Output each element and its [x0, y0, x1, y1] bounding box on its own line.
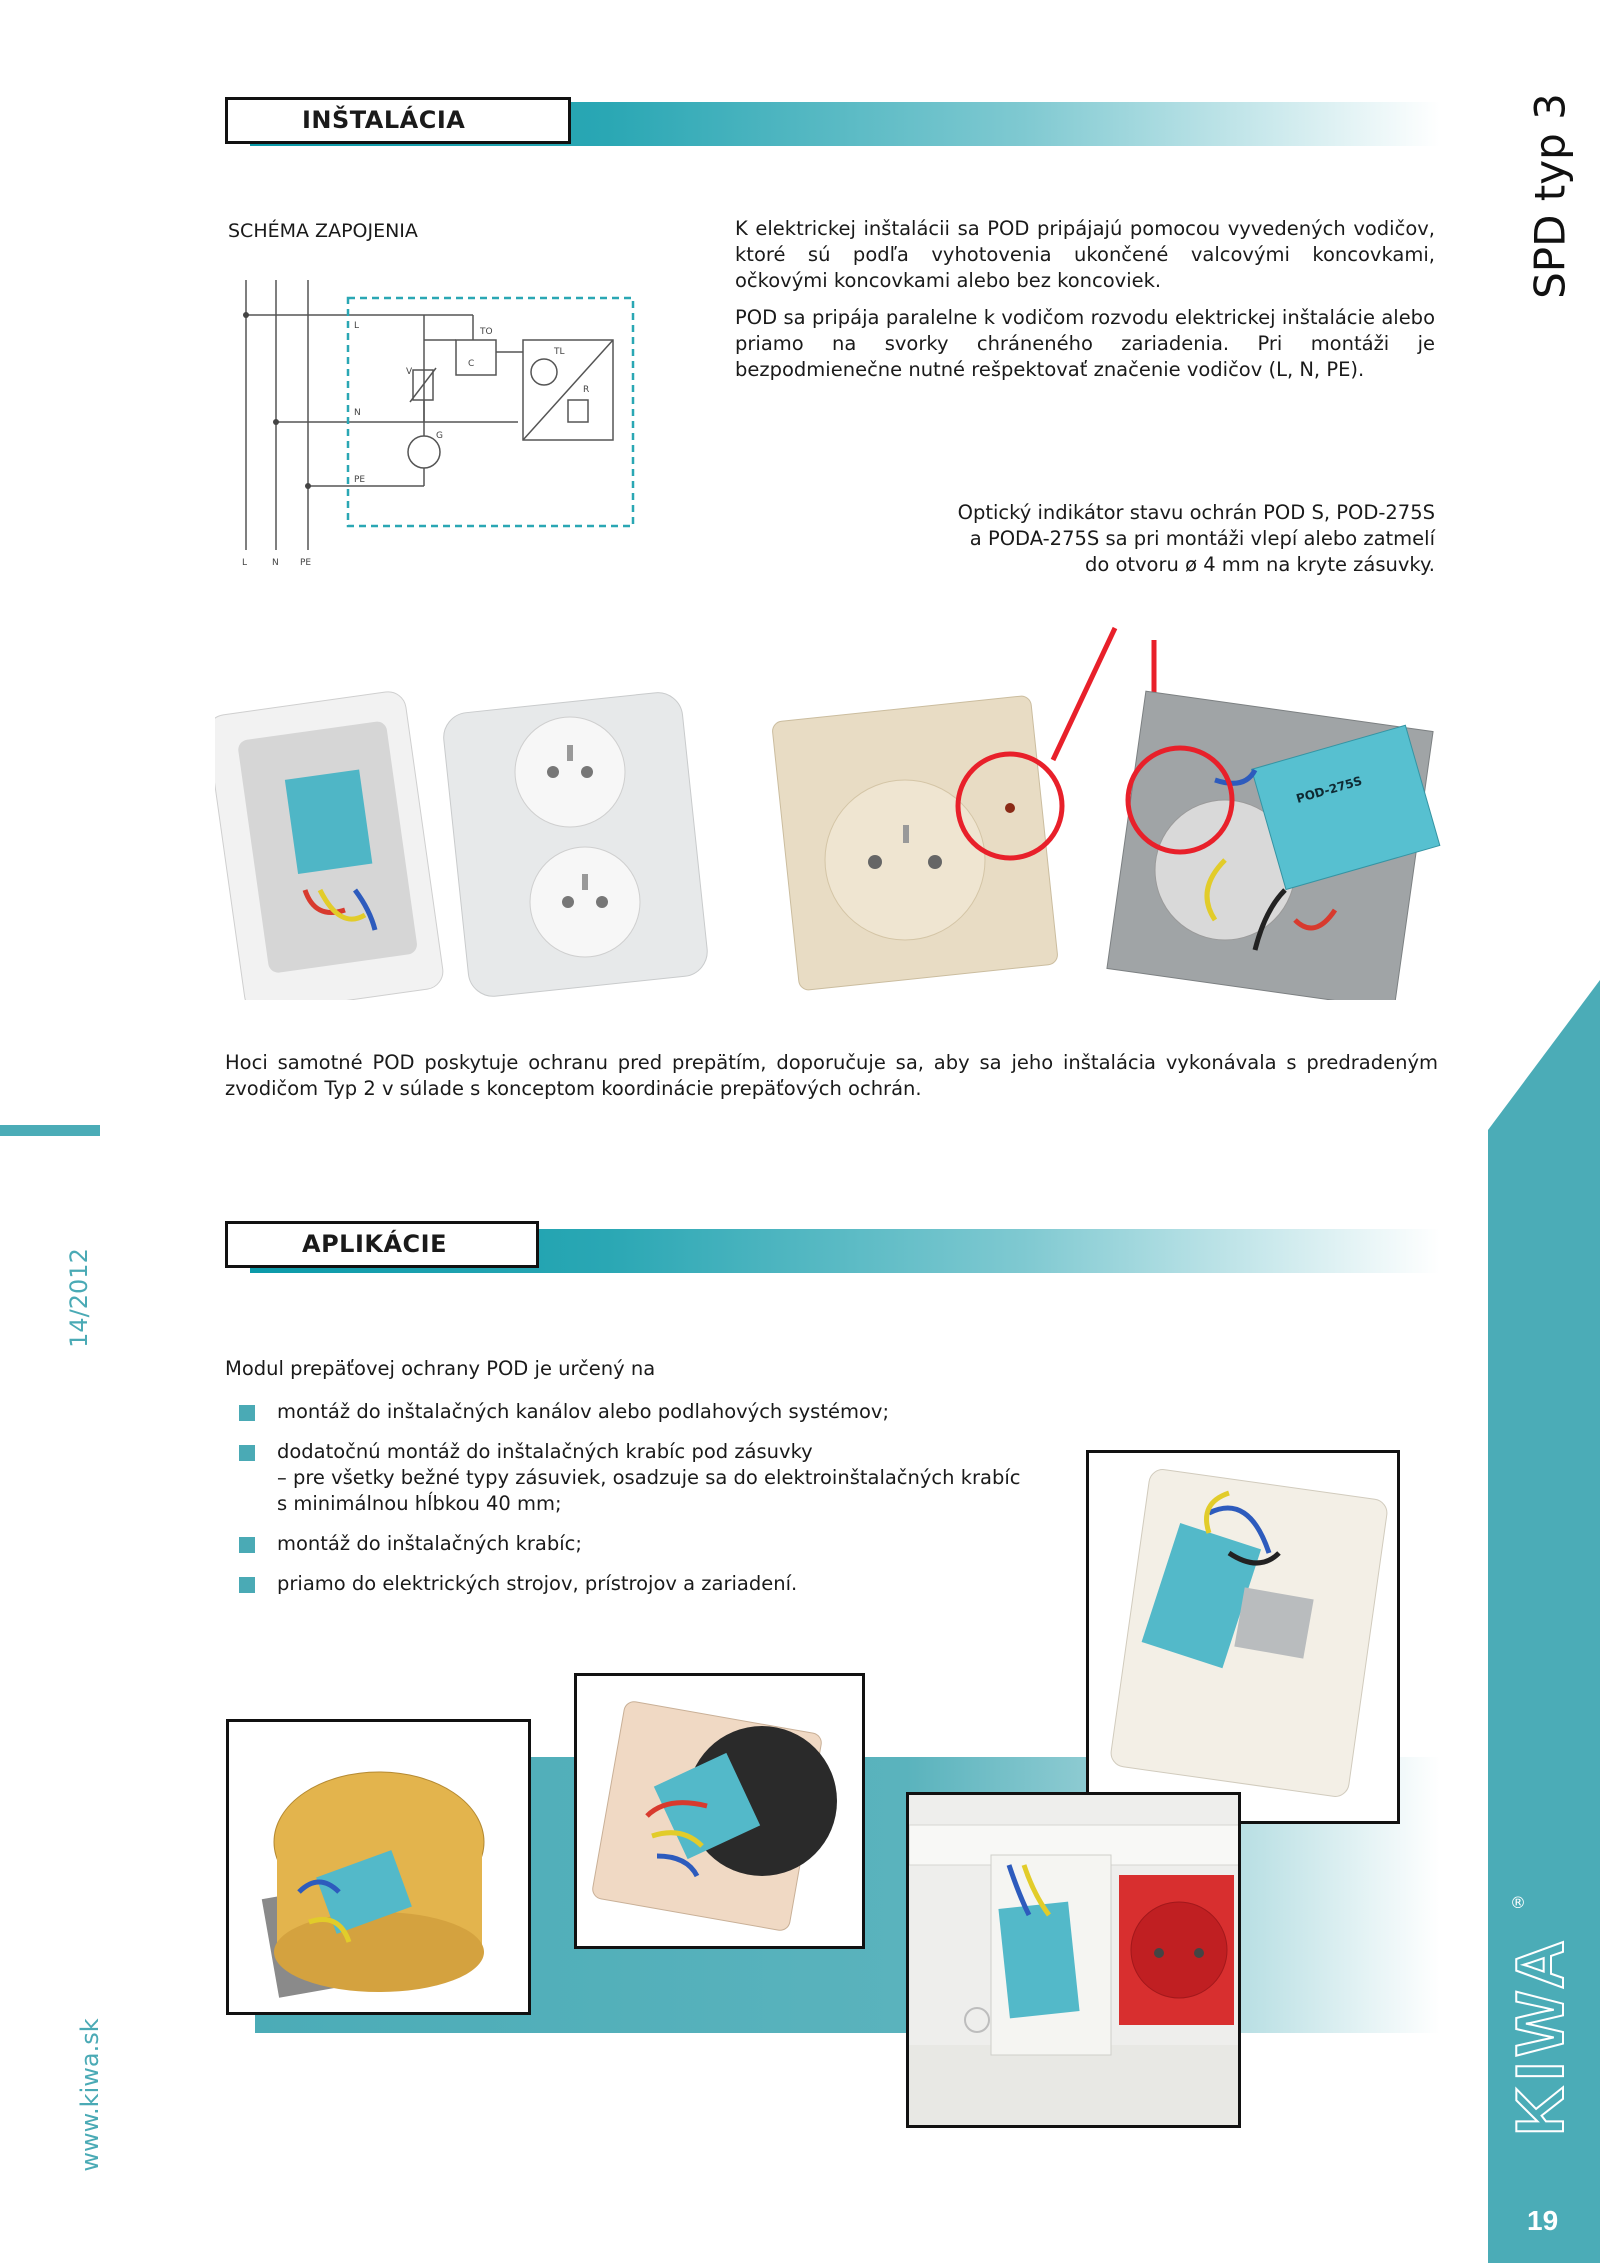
installation-paragraph-2: POD sa pripája paralelne k vodičom rozvodu elektrickej inštalácie alebo priamo na svorky chráneného zariadenia. Pri montáži je bezpodmienečne nutné rešpektovať značenie vodičov (L, N, PE).	[735, 306, 1435, 381]
left-rule	[0, 1125, 100, 1136]
svg-text:R: R	[583, 385, 590, 395]
right-triangle	[1488, 980, 1600, 1140]
brand-logo: KIWA	[1502, 1934, 1578, 2136]
page-number: 19	[1527, 2205, 1559, 2236]
list-item: priamo do elektrických strojov, prístrojov a zariadení.	[225, 1571, 1045, 1597]
svg-text:V: V	[406, 367, 413, 377]
svg-text:PE: PE	[354, 475, 366, 485]
svg-text:G: G	[436, 431, 443, 441]
pod-module-photo	[1107, 691, 1440, 1000]
photo-cable-channel	[906, 1792, 1241, 2128]
section-title-applications: APLIKÁCIE	[225, 1221, 539, 1268]
indicator-note: Optický indikátor stavu ochrán POD S, POD-275S a PODA-275S sa pri montáži vlepí alebo zatmelí do otvoru ø 4 mm na kryte zásuvky.	[957, 501, 1435, 576]
svg-text:TL: TL	[554, 347, 565, 357]
list-item: montáž do inštalačných krabíc;	[225, 1531, 1045, 1557]
svg-text:PE: PE	[300, 558, 312, 568]
recommendation-text: Hoci samotné POD poskytuje ochranu pred prepätím, doporučuje sa, aby sa jeho inštalácia vykonávala s predradeným zvodičom Typ 2 v súlade s konceptom koordinácie prepäťových ochrán.	[225, 1051, 1438, 1100]
list-item: montáž do inštalačných kanálov alebo podlahových systémov;	[225, 1399, 1045, 1425]
svg-text:N: N	[354, 408, 361, 418]
registered-mark: ®	[1510, 1893, 1526, 1912]
wiring-schema	[228, 270, 648, 570]
svg-text:L: L	[242, 558, 248, 568]
installation-paragraph-1: K elektrickej inštalácii sa POD pripájajú pomocou vyvedených vodičov, ktoré sú podľa vyhotovenia ukončené valcovými koncovkami, očkovými koncovkami alebo bez koncoviek.	[735, 217, 1435, 292]
svg-text:C: C	[468, 359, 475, 369]
installation-text	[735, 216, 1435, 394]
svg-text:TO: TO	[480, 327, 493, 337]
photo-socket-cover	[1086, 1450, 1400, 1824]
applications-intro: Modul prepäťovej ochrany POD je určený na	[225, 1357, 656, 1380]
pod-module-label: POD-275S	[1294, 773, 1364, 806]
photo-installation-box-yellow	[226, 1719, 531, 2015]
photo-surface-box	[574, 1673, 865, 1949]
double-socket-photo	[441, 690, 709, 999]
side-title: SPD typ 3	[1525, 93, 1575, 299]
issue-date: 14/2012	[65, 1248, 93, 1348]
svg-text:L: L	[354, 321, 360, 331]
applications-list	[225, 1399, 1045, 1611]
website-link[interactable]: www.kiwa.sk	[76, 2018, 104, 2172]
section-title-installation: INŠTALÁCIA	[225, 97, 571, 144]
socket-box-photo	[215, 690, 445, 1000]
svg-text:N: N	[272, 558, 279, 568]
beige-socket-photo	[772, 695, 1062, 991]
installation-photos	[215, 620, 1445, 1000]
schema-label: SCHÉMA ZAPOJENIA	[228, 220, 418, 242]
list-item: dodatočnú montáž do inštalačných krabíc pod zásuvky – pre všetky bežné typy zásuviek, osadzuje sa do elektroinštalačných krabíc s minimálnou hĺbkou 40 mm;	[225, 1439, 1045, 1517]
